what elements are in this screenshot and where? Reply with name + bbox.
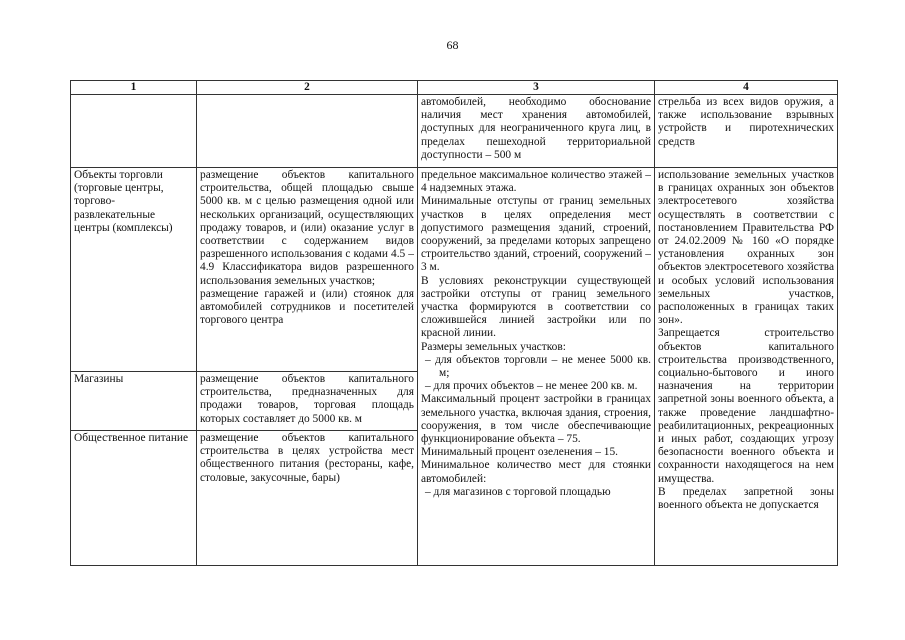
description-text: размещение гаражей и (или) стоянок для автомобилей сотрудников и посетителей торгового центра bbox=[200, 287, 414, 327]
cell-parameters bbox=[418, 168, 655, 566]
parameter-list-item: – для магазинов с торговой площадью bbox=[425, 485, 611, 498]
header-row bbox=[71, 81, 838, 95]
regulations-table bbox=[70, 80, 838, 566]
restriction-text: Запрещается строительство объектов капитального строительства производственного, социально-бытового и иного назначения на территории запретной зоны военного объекта, а также проведение ландшафтно-реабилитационных, рекреационных и иных работ, создающих угрозу безопасности военного объекта и сохранности находящегося на нем имущества. bbox=[658, 327, 834, 485]
parameter-text: Минимальное количество мест для стоянки автомобилей: bbox=[421, 459, 651, 485]
table-row bbox=[71, 95, 838, 168]
description-text: размещение объектов капитального строительства, общей площадью свыше 5000 кв. м с целью размещения одной или нескольких организаций, осуществляющих продажу товаров, и (или) оказание услуг в соответствии с содержанием видов разрешенного использования с кодами 4.5 – 4.9 Классификатора видов разрешенного использования земельных участков; bbox=[200, 169, 414, 287]
parameter-text: Размеры земельных участков: bbox=[421, 340, 566, 353]
cell-parameters: автомобилей, необходимо обоснование наличия мест хранения автомобилей, доступных для неограниченного круга лиц, в пределах пешеходной территориальной доступности – 500 м bbox=[418, 95, 655, 168]
cell-description bbox=[197, 95, 418, 168]
cell-purpose: Объекты торговли (торговые центры, торгово-развлекательные центры (комплексы) bbox=[71, 168, 197, 372]
restriction-text: В пределах запретной зоны военного объекта не допускается bbox=[658, 485, 834, 512]
header-col-4: 4 bbox=[655, 81, 838, 95]
page-number: 68 bbox=[446, 38, 459, 52]
parameter-text: Максимальный процент застройки в границах земельного участка, включая здания, строения, сооружения, в том числе обеспечивающие функционирование объекта – 75. bbox=[421, 393, 651, 446]
cell-purpose: Общественное питание bbox=[71, 431, 197, 566]
header-col-3: 3 bbox=[418, 81, 655, 95]
cell-description bbox=[197, 168, 418, 372]
parameter-list-item: – для объектов торговли – не менее 5000 кв. м; bbox=[425, 353, 651, 380]
header-col-1: 1 bbox=[71, 81, 197, 95]
cell-restrictions bbox=[655, 168, 838, 566]
cell-purpose: Магазины bbox=[71, 372, 197, 431]
cell-purpose bbox=[71, 95, 197, 168]
parameter-text: Минимальные отступы от границ земельных участков в целях определения мест допустимого размещения зданий, строений, сооружений, за пределами которых запрещено строительство зданий, строений, сооружений – 3 м. bbox=[421, 195, 651, 274]
parameter-text: предельное максимальное количество этажей – 4 надземных этажа. bbox=[421, 169, 651, 195]
table-row bbox=[71, 168, 838, 372]
cell-description: размещение объектов капитального строительства, предназначенных для продажи товаров, торговая площадь которых составляет до 5000 кв. м bbox=[197, 372, 418, 431]
parameter-text: В условиях реконструкции существующей застройки отступы от границ земельного участка формируются в соответствии со сложившейся линией застройки или по красной линии. bbox=[421, 274, 651, 340]
parameter-text: Минимальный процент озеленения – 15. bbox=[421, 446, 619, 459]
cell-description: размещение объектов капитального строительства в целях устройства мест общественного питания (рестораны, кафе, столовые, закусочные, бары) bbox=[197, 431, 418, 566]
restriction-text: использование земельных участков в границах охранных зон объектов электросетевого хозяйства осуществлять в соответствии с постановлением Правительства РФ от 24.02.2009 № 160 «О порядке установления охранных зон объектов электросетевого хозяйства и особых условий использования земельных участков, расположенных в границах таких зон». bbox=[658, 169, 834, 327]
parameter-list-item: – для прочих объектов – не менее 200 кв. м. bbox=[425, 380, 638, 393]
cell-restrictions: стрельба из всех видов оружия, а также использование взрывных устройств и пиротехнических средств bbox=[655, 95, 838, 168]
header-col-2: 2 bbox=[197, 81, 418, 95]
